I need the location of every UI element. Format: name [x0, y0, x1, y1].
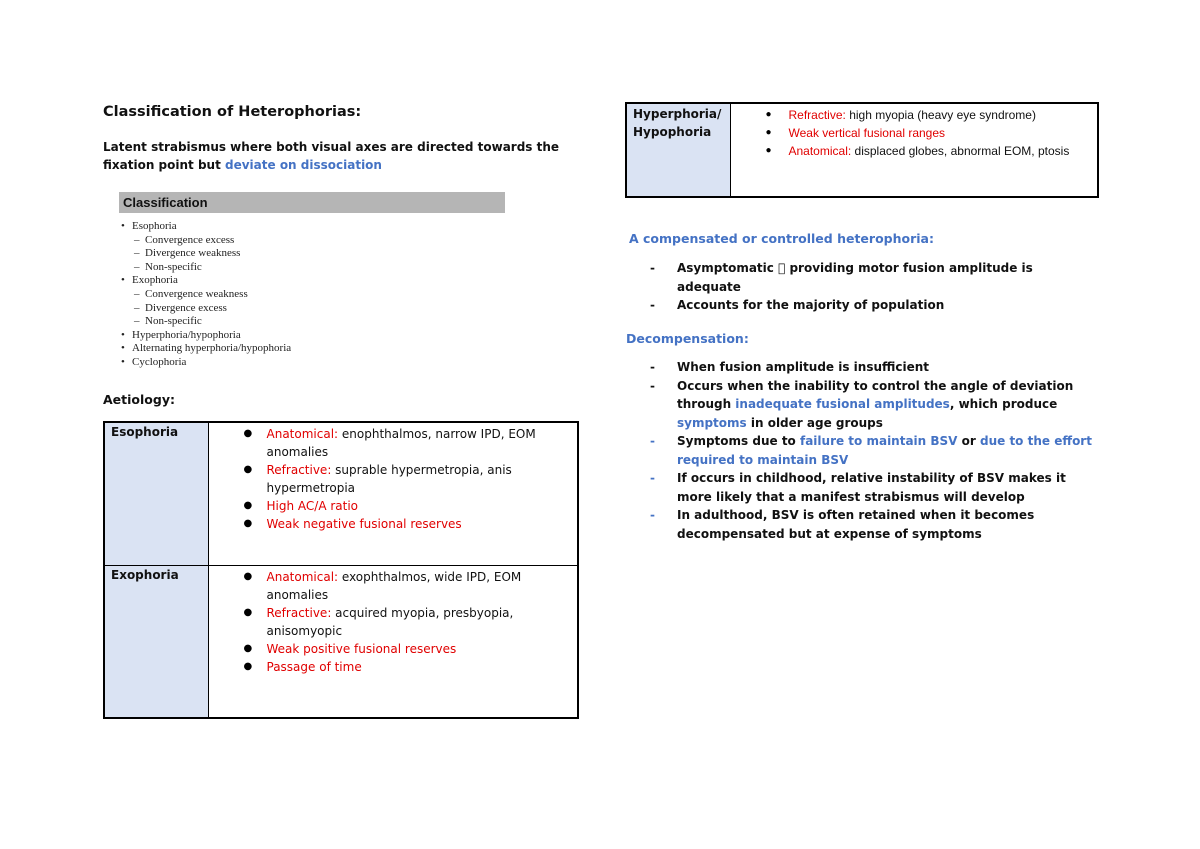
list-item-text: in older age groups	[746, 415, 883, 430]
bullet-prefix: Weak negative fusional reserves	[266, 517, 462, 531]
classification-list	[119, 220, 291, 370]
bullet-item	[209, 604, 577, 640]
bullet-prefix: Passage of time	[266, 659, 362, 674]
highlight-text: symptoms	[677, 415, 747, 430]
classification-item: – Convergence weakness	[119, 288, 291, 302]
list-item: - If occurs in childhood, relative instability of BSV makes it more likely that a manifest strabismus will develop	[650, 471, 1066, 504]
bullet-dot-icon: ●	[243, 606, 253, 618]
bullet-text: enophthalmos, narrow IPD, EOM anomalies	[266, 427, 536, 459]
bullet-dot-icon: ●	[243, 660, 253, 672]
bullet-item	[209, 497, 577, 515]
bullet-dot-icon: ●	[765, 145, 772, 156]
bullet-list	[731, 106, 1097, 160]
bullet-list	[209, 568, 577, 676]
bullet-item	[209, 568, 577, 604]
table-row	[104, 422, 578, 565]
list-item-text: If occurs in childhood, relative instability of BSV makes it more likely that a manifest strabismus will develop	[677, 471, 1066, 504]
bullet-text: suprable hypermetropia, anis hypermetropia	[266, 463, 512, 495]
highlight-text: inadequate fusional amplitudes	[735, 397, 950, 411]
list-item-text: Occurs when the inability to control the angle of deviation through	[677, 378, 1074, 411]
intro-text: Latent strabismus where both visual axes are directed towards the fixation point but	[103, 140, 560, 172]
table-row	[626, 103, 1098, 197]
bullet-item	[731, 106, 1097, 124]
bullet-dot-icon: ●	[243, 570, 253, 582]
list-item-text: Accounts for the majority of population	[677, 279, 945, 294]
list-item-text: or	[957, 434, 980, 448]
aetiology-table-right	[625, 102, 1099, 198]
bullet-dot-icon: ●	[243, 464, 253, 475]
decompensation-list	[650, 358, 1100, 543]
classification-item: • Alternating hyperphoria/hypophoria	[119, 342, 291, 356]
classification-item: • Esophoria	[119, 220, 291, 234]
highlight-text: failure to maintain BSV	[799, 434, 958, 448]
bullet-text: acquired myopia, presbyopia, anisomyopic	[266, 605, 514, 638]
list-item-text: Asymptomatic providing motor fusion amplitude is adequate	[677, 261, 1090, 275]
bullet-text: high myopia (heavy eye syndrome)	[845, 108, 1036, 122]
bullet-item	[209, 658, 577, 676]
classification-item: – Divergence weakness	[119, 247, 291, 261]
list-item-text: Symptoms due to	[677, 434, 800, 448]
bullet-prefix: Anatomical:	[788, 144, 852, 158]
intro-highlight: deviate on dissociation	[225, 158, 382, 172]
classification-item: – Non-specific	[119, 315, 291, 329]
classification-item: – Non-specific	[119, 261, 291, 275]
bullet-dot-icon: ●	[243, 500, 253, 511]
classification-item: – Divergence excess	[119, 302, 291, 316]
list-item: - Symptoms due to failure to maintain BSV or due to the effort required to maintain BSV	[650, 434, 1092, 467]
list-item-text: In adulthood, BSV is often retained when it becomes decompensated but at expense of symptoms	[677, 508, 1035, 541]
bullet-text: displaced globes, abnormal EOM, ptosis	[851, 144, 1070, 158]
bullet-item	[209, 461, 577, 497]
bullet-list	[209, 425, 577, 533]
intro-paragraph	[103, 138, 583, 174]
compensated-heading: A compensated or controlled heterophoria:	[629, 231, 934, 246]
classification-item: • Hyperphoria/hypophoria	[119, 329, 291, 343]
page-title: Classification of Heterophorias:	[103, 104, 362, 120]
bullet-item	[209, 515, 577, 533]
bullet-dot-icon: ●	[243, 428, 253, 439]
classification-figure	[119, 192, 507, 372]
compensated-list	[650, 259, 1090, 315]
bullet-dot-icon: ●	[765, 109, 772, 120]
bullet-prefix: Refractive:	[266, 605, 332, 620]
list-item: - Occurs when the inability to control the angle of deviation through inadequate fusional amplitudes, which produce symptoms in older age groups	[650, 378, 1074, 430]
bullet-prefix: Refractive:	[266, 463, 332, 477]
row-content	[208, 565, 578, 718]
bullet-item	[209, 425, 577, 461]
list-item-text: When fusion amplitude is insufficient	[677, 360, 930, 374]
classification-header: Classification	[119, 192, 505, 213]
row-label: Esophoria	[104, 422, 208, 565]
table-row	[104, 565, 578, 718]
decompensation-heading: Decompensation:	[626, 331, 749, 346]
bullet-prefix: Anatomical:	[266, 427, 339, 441]
list-item: - In adulthood, BSV is often retained when it becomes decompensated but at expense of symptoms	[650, 508, 1035, 541]
list-item: - Accounts for the majority of population	[650, 296, 1090, 315]
bullet-prefix: Anatomical:	[266, 569, 339, 584]
classification-item: • Cyclophoria	[119, 356, 291, 370]
bullet-text: exophthalmos, wide IPD, EOM anomalies	[266, 569, 522, 602]
bullet-prefix: Weak positive fusional reserves	[266, 641, 457, 656]
bullet-dot-icon: ●	[243, 518, 253, 529]
bullet-dot-icon: ●	[243, 642, 253, 654]
bullet-prefix: High AC/A ratio	[266, 499, 359, 513]
aetiology-table-left	[103, 421, 579, 719]
list-item-text: , which produce	[949, 397, 1058, 411]
bullet-dot-icon: ●	[765, 127, 772, 138]
row-content	[730, 103, 1098, 197]
classification-item: • Exophoria	[119, 274, 291, 288]
classification-item: – Convergence excess	[119, 234, 291, 248]
list-item: - When fusion amplitude is insufficient	[650, 360, 930, 374]
row-label: Exophoria	[104, 565, 208, 718]
highlight-text: due to the effort required to maintain BSV	[677, 434, 1092, 467]
list-item: - Asymptomatic providing motor fusion amplitude is adequate	[650, 259, 1090, 296]
row-label	[626, 103, 730, 197]
bullet-item	[209, 640, 577, 658]
row-content	[208, 422, 578, 565]
bullet-prefix: Refractive:	[788, 108, 846, 122]
row-label-text: Hyperphoria/ Hypophoria	[633, 107, 722, 139]
bullet-prefix: Weak vertical fusional ranges	[788, 126, 946, 140]
bullet-item	[731, 124, 1097, 142]
aetiology-label: Aetiology:	[103, 392, 175, 407]
bullet-item	[731, 142, 1097, 160]
